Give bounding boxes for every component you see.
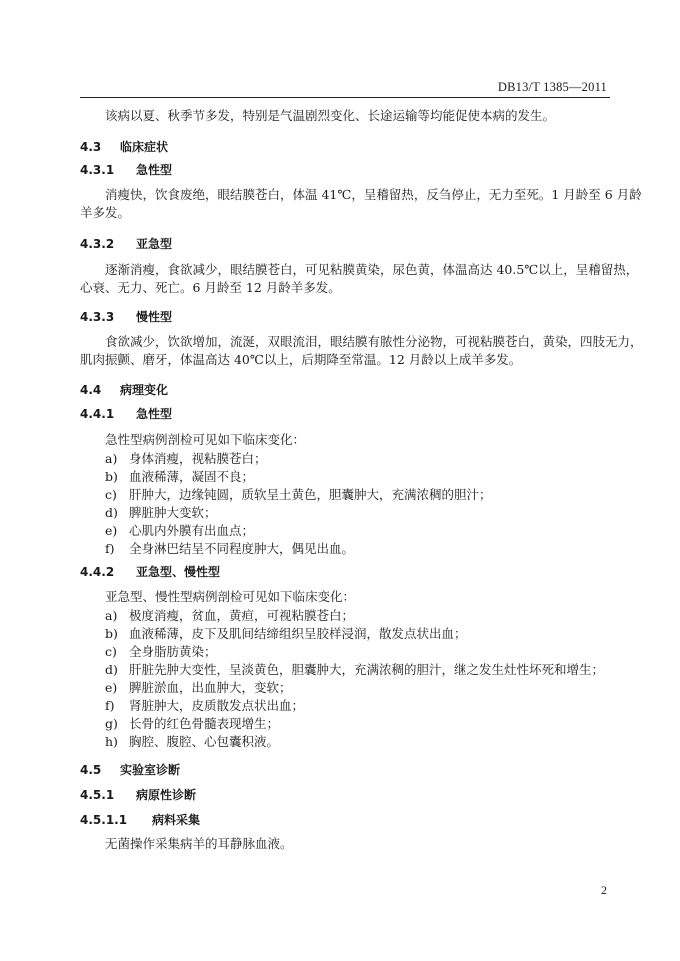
section-number: 4.4 [80,383,102,397]
section-title: 实验室诊断 [120,763,181,777]
list-item [105,608,635,624]
list-item [105,698,635,714]
section-number: 4.5.1 [80,788,115,802]
list-item [105,469,635,485]
section-title: 急性型 [136,163,173,177]
section-number: 4.3.2 [80,237,115,251]
section-4-4-heading [80,382,610,398]
section-4-5-1-heading [80,787,610,803]
intro-paragraph: 该病以夏、秋季节多发，特别是气温剧烈变化、长途运输等均能促使本病的发生。 [105,108,556,123]
section-4-3-2-heading [80,236,610,252]
list-marker: f) [105,698,115,713]
list-marker: d) [105,662,118,677]
list-marker: f) [105,541,115,556]
list-marker: g) [105,716,118,731]
list-item [105,644,635,660]
list-marker: c) [105,644,117,659]
list-item [105,716,635,732]
section-title: 病原性诊断 [136,788,197,802]
list-item [105,451,635,467]
section-title: 亚急型、慢性型 [136,565,221,579]
document-code: DB13/T 1385—2011 [497,80,607,94]
section-4-4-2-heading [80,564,610,580]
section-number: 4.3.1 [80,163,115,177]
list-item [105,523,635,539]
list-item [105,662,635,678]
page-number: 2 [601,883,607,897]
list-marker: b) [105,626,118,641]
paragraph-line: 羊多发。 [80,205,131,220]
section-4-4-1-heading [80,406,610,422]
list-text: 血液稀薄，凝固不良； [129,469,255,484]
paragraph-line: 食欲减少，饮欲增加，流涎，双眼流泪，眼结膜有脓性分泌物，可视粘膜苍白，黄染，四肢无力， [105,334,643,349]
list-intro: 亚急型、慢性型病例剖检可见如下临床变化： [105,589,356,604]
list-text: 胸腔、腹腔、心包囊积液。 [129,734,280,749]
section-title: 急性型 [136,407,173,421]
section-number: 4.3.3 [80,310,115,324]
list-intro: 急性型病例剖检可见如下临床变化： [105,432,306,447]
paragraph-line: 心衰、无力、死亡。6 月龄至 12 月龄羊多发。 [80,280,341,295]
list-text: 心肌内外膜有出血点； [129,523,255,538]
list-text: 血液稀薄，皮下及肌间结缔组织呈胶样浸润，散发点状出血； [129,626,467,641]
list-marker: a) [105,451,118,466]
list-marker: d) [105,505,118,520]
paragraph-line: 无菌操作采集病羊的耳静脉血液。 [105,836,293,851]
list-marker: c) [105,487,117,502]
list-marker: e) [105,523,118,538]
section-title: 临床症状 [120,140,169,154]
section-number: 4.4.1 [80,407,115,421]
section-title: 慢性型 [136,310,173,324]
section-number: 4.5 [80,763,102,777]
list-text: 肝肿大，边缘钝圆，质软呈土黄色，胆囊肿大，充满浓稠的胆汁； [129,487,492,502]
section-4-3-3-heading [80,309,610,325]
list-item [105,505,635,521]
section-number: 4.5.1.1 [80,813,128,827]
list-marker: b) [105,469,118,484]
list-text: 身体消瘦，视粘膜苍白； [129,451,267,466]
section-4-5-1-1-heading [80,812,610,828]
section-4-5-heading [80,762,610,778]
list-text: 肝脏先肿大变性，呈淡黄色，胆囊肿大，充满浓稠的胆汁，继之发生灶性坏死和增生； [129,662,605,677]
list-text: 肾脏肿大，皮质散发点状出血； [129,698,305,713]
list-item [105,734,635,750]
section-title: 亚急型 [136,237,173,251]
list-item [105,626,635,642]
list-marker: e) [105,680,118,695]
list-text: 脾脏淤血，出血肿大，变软； [129,680,292,695]
section-4-3-heading [80,139,610,155]
list-text: 全身脂肪黄染； [129,644,217,659]
list-marker: h) [105,734,118,749]
list-text: 长骨的红色骨髓表现增生； [129,716,280,731]
list-text: 全身淋巴结呈不同程度肿大，偶见出血。 [129,541,355,556]
section-title: 病料采集 [152,813,201,827]
paragraph-line: 肌肉振颤、磨牙，体温高达 40℃以上，后期降至常温。12 月龄以上成羊多发。 [80,352,522,367]
section-4-3-1-heading [80,162,610,178]
list-item [105,487,635,503]
header-rule [80,97,610,98]
list-marker: a) [105,608,118,623]
section-title: 病理变化 [120,383,169,397]
list-item [105,680,635,696]
list-text: 脾脏肿大变软； [129,505,217,520]
section-number: 4.4.2 [80,565,115,579]
paragraph-line: 逐渐消瘦，食欲减少，眼结膜苍白，可见粘膜黄染，尿色黄，体温高达 40.5℃以上，呈稽留热， [105,262,639,277]
list-text: 极度消瘦，贫血，黄疸，可视粘膜苍白； [129,608,355,623]
paragraph-line: 消瘦快，饮食废绝，眼结膜苍白，体温 41℃，呈稽留热，反刍停止，无力至死。1 月龄至 6 月龄 [105,187,642,202]
section-number: 4.3 [80,140,102,154]
list-item [105,541,635,557]
